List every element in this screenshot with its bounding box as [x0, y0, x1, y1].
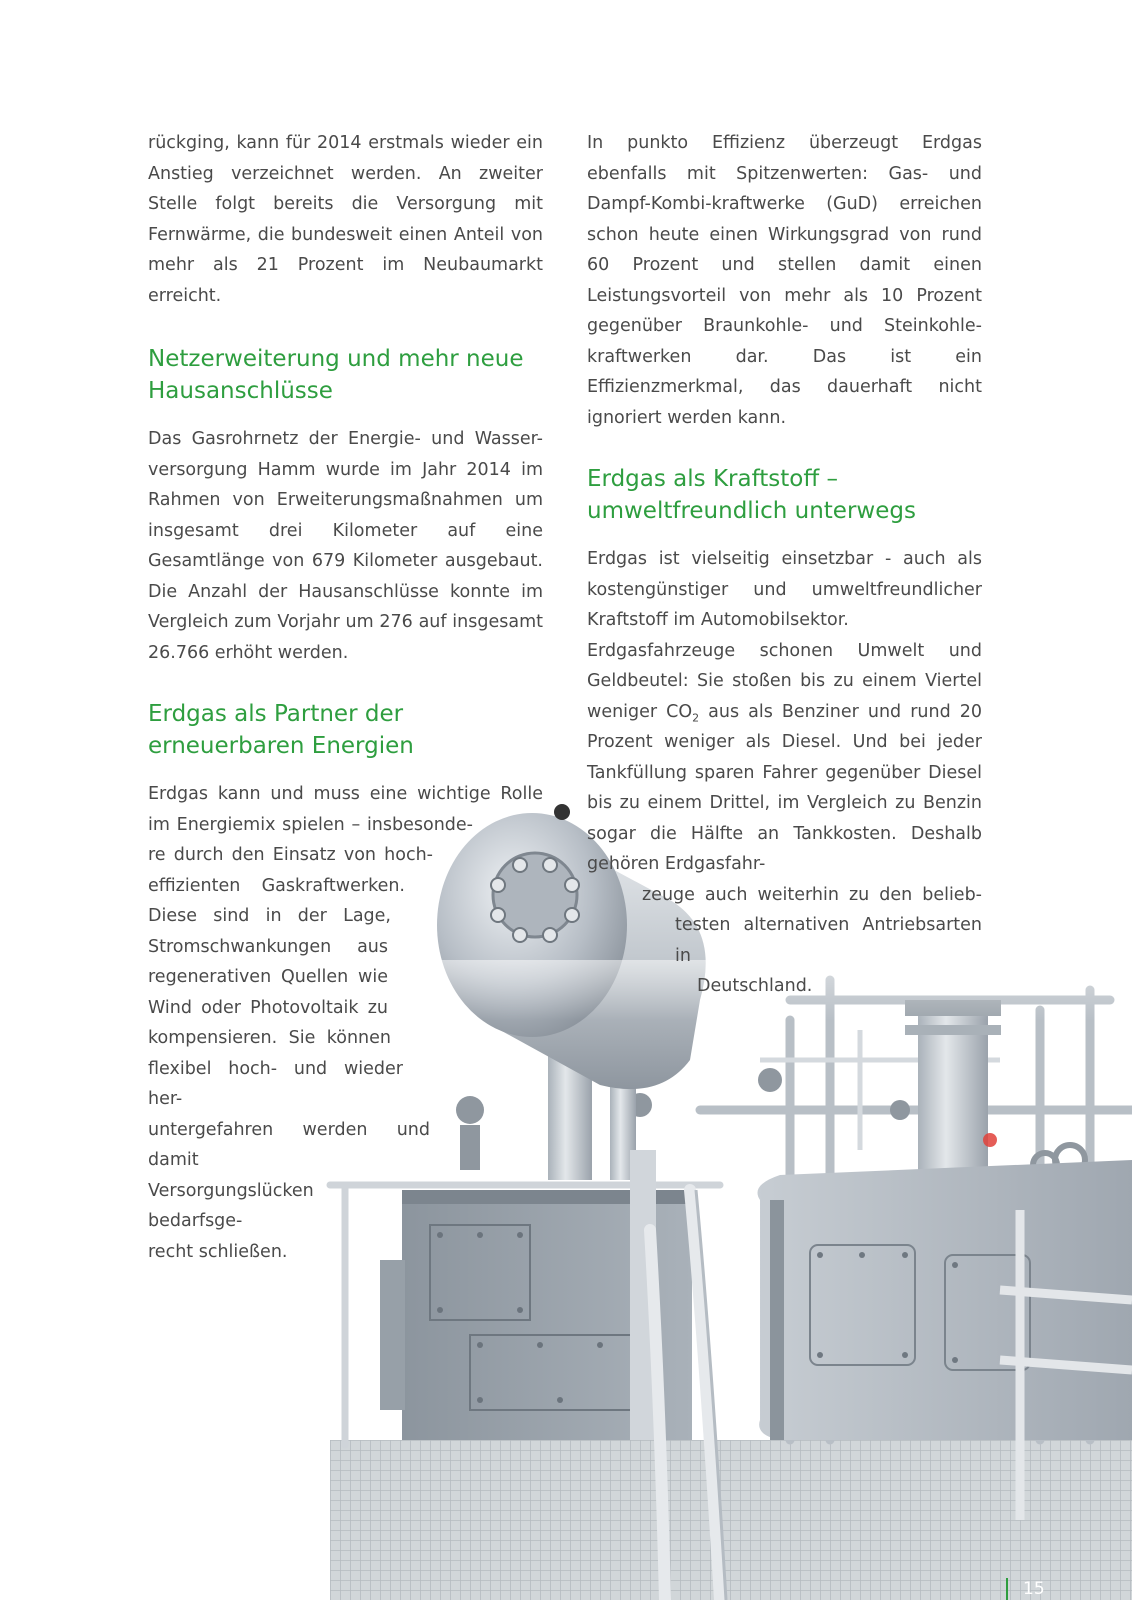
text-line: Wind oder Photovoltaik zu — [148, 997, 388, 1018]
text-line: Deutschland. — [697, 976, 813, 996]
right-column — [587, 128, 982, 1002]
page-number-rule — [1006, 1578, 1008, 1600]
text-line: Diese sind in der Lage, — [148, 906, 391, 926]
heading-kraftstoff: Erdgas als Kraftstoff – umweltfreundlich unterwegs — [587, 466, 916, 524]
page-number: 15 — [1023, 1579, 1045, 1599]
heading-erneuerbare-energien: Erdgas als Partner der erneuerbaren Energien — [148, 701, 414, 759]
text-line: untergefahren werden und damit — [148, 1119, 430, 1170]
paragraph-fernwaerme: rückging, kann für 2014 erstmals wieder ein Anstieg verzeichnet werden. An zweiter Stelle folgt bereits die Versorgung mit Fernwärme, die bundesweit einen Anteil von mehr als 21 Prozent im Neubaumarkt erreicht. — [148, 133, 543, 306]
text-line: recht schließen. — [148, 1241, 288, 1262]
text-fragment: aus als Benziner und rund 20 Prozent weniger als Diesel. Und bei jeder Tankfüllung sparen Fahrer gegenüber Diesel bis zu einem Drittel, im Vergleich zu Benzin sogar die Hälfte an Tankkosten. Deshalb gehören Erdgasfahr- — [587, 701, 982, 874]
co2-subscript: 2 — [692, 711, 700, 724]
text-line: flexibel hoch- und wieder her- — [148, 1058, 403, 1109]
text-fragment: Erdgasfahrzeuge schonen Umwelt und Geldbeutel: Sie stoßen bis zu einem Viertel weniger CO — [587, 640, 982, 722]
paragraph-vielseitig: Erdgas ist vielseitig einsetzbar - auch als kostengünstiger und umweltfreundlicher Kraftstoff im Automobilsektor. — [587, 549, 982, 630]
text-line: effizienten Gaskraftwerken. — [148, 875, 405, 896]
heading-netzerweiterung: Netzerweiterung und mehr neue Hausanschlüsse — [148, 346, 524, 404]
text-line: im Energiemix spielen – insbesonde- — [148, 814, 473, 835]
left-column — [148, 128, 543, 1267]
text-line: testen alternativen Antriebsarten in — [675, 915, 982, 966]
paragraph-erdgasfahrzeuge-tail — [587, 880, 982, 1002]
paragraph-energiemix — [148, 779, 543, 1267]
text-line: kompensieren. Sie können — [148, 1028, 391, 1048]
paragraph-erdgasfahrzeuge — [587, 636, 982, 880]
paragraph-gasrohrnetz: Das Gasrohrnetz der Energie- und Wasser-versorgung Hamm wurde im Jahr 2014 im Rahmen von Erweiterungsmaßnahmen um insgesamt drei Kilometer auf eine Gesamtlänge von 679 Kilometer ausgebaut. Die Anzahl der Hausanschlüsse konnte im Vergleich zum Vorjahr um 276 auf insgesamt 26.766 erhöht werden. — [148, 429, 543, 663]
text-line: re durch den Einsatz von hoch- — [148, 845, 433, 865]
text-line: Erdgas kann und muss eine wichtige Rolle — [148, 784, 543, 804]
text-line: regenerativen Quellen wie — [148, 967, 388, 987]
paragraph-effizienz: In punkto Effizienz überzeugt Erdgas ebenfalls mit Spitzenwerten: Gas- und Dampf-Kombi-kraftwerke (GuD) erreichen schon heute einen Wirkungsgrad von rund 60 Prozent und stellen damit einen Leistungsvorteil von mehr als 10 Prozent gegenüber Braunkohle- und Steinkohle-kraftwerken dar. Das ist ein Effizienzmerkmal, das dauerhaft nicht ignoriert werden kann. — [587, 133, 982, 428]
text-line: zeuge auch weiterhin zu den belieb- — [642, 884, 982, 905]
text-line: Stromschwankungen aus — [148, 936, 388, 957]
text-line: Versorgungslücken bedarfsge- — [148, 1180, 314, 1231]
